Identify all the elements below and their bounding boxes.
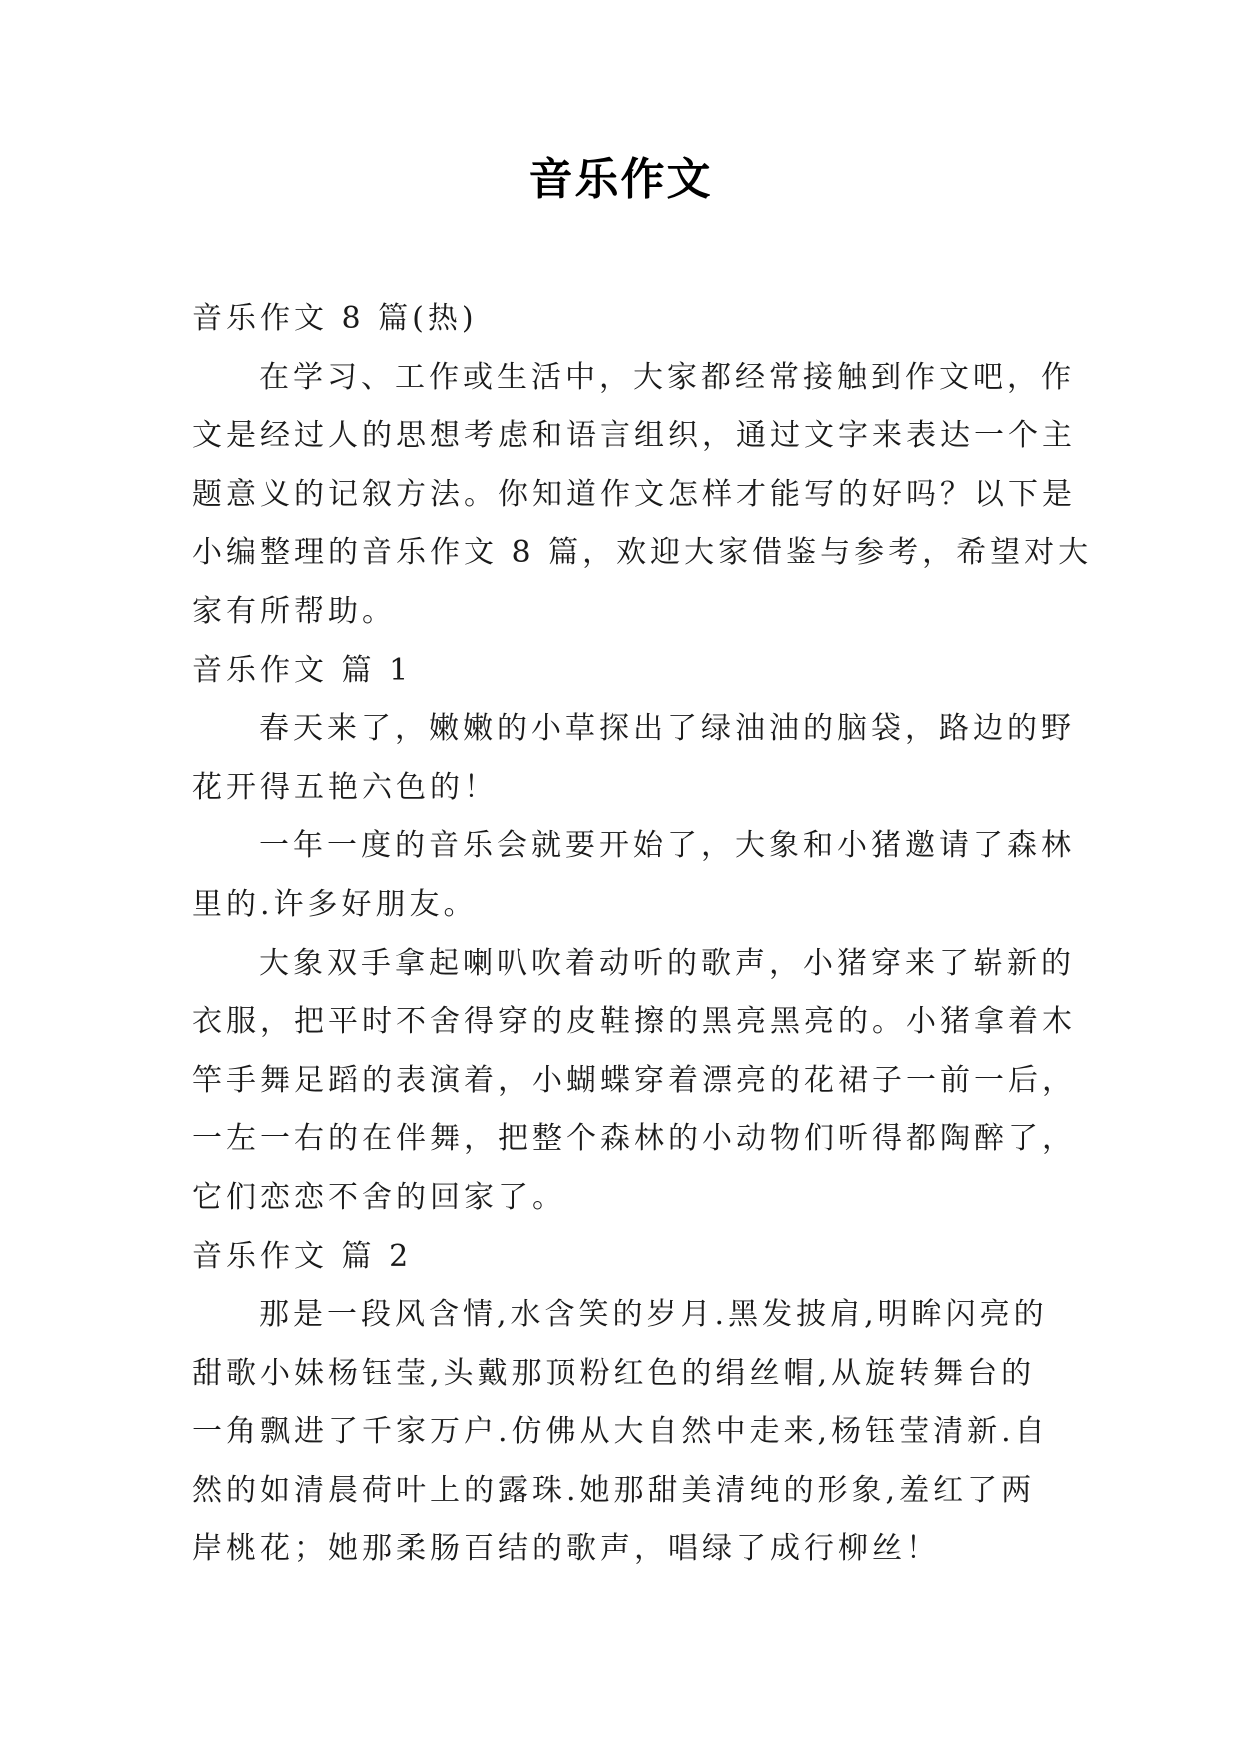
- essay-1-line: 里的.许多好朋友。: [192, 886, 478, 922]
- essay-1-line: 它们恋恋不舍的回家了。: [192, 1179, 566, 1215]
- intro-line: 在学习、工作或生活中，大家都经常接触到作文吧，作: [259, 359, 1075, 395]
- essay-1-line: 花开得五艳六色的！: [192, 769, 498, 805]
- subtitle-line: 音乐作文 8 篇(热): [192, 301, 478, 336]
- essay-1-line: 春天来了，嫩嫩的小草探出了绿油油的脑袋，路边的野: [259, 711, 1075, 747]
- essay-1-line: 衣服，把平时不舍得穿的皮鞋擦的黑亮黑亮的。小猪拿着木: [192, 1004, 1076, 1040]
- intro-line: 小编整理的音乐作文 8 篇，欢迎大家借鉴与参考，希望对大: [192, 535, 1093, 571]
- essay-1-line: 一年一度的音乐会就要开始了，大象和小猪邀请了森林: [259, 828, 1075, 864]
- essay-2-line: 那是一段风含情,水含笑的岁月.黑发披肩,明眸闪亮的: [259, 1297, 1048, 1333]
- intro-line: 家有所帮助。: [192, 593, 396, 629]
- essay-1-line: 一左一右的在伴舞，把整个森林的小动物们听得都陶醉了，: [192, 1121, 1076, 1157]
- intro-line: 文是经过人的思想考虑和语言组织，通过文字来表达一个主: [192, 418, 1076, 454]
- intro-line: 题意义的记叙方法。你知道作文怎样才能写的好吗？以下是: [192, 476, 1076, 512]
- essay-1-line: 竿手舞足蹈的表演着，小蝴蝶穿着漂亮的花裙子一前一后，: [192, 1062, 1076, 1098]
- document-title: 音乐作文: [528, 154, 713, 205]
- section-heading-1: 音乐作文 篇 1: [192, 652, 413, 688]
- document-body: [192, 290, 1093, 1579]
- essay-2-line: 岸桃花；她那柔肠百结的歌声，唱绿了成行柳丝！: [192, 1531, 940, 1567]
- essay-2-line: 一角飘进了千家万户.仿佛从大自然中走来,杨钰莹清新.自: [192, 1414, 1049, 1450]
- essay-1-line: 大象双手拿起喇叭吹着动听的歌声，小猪穿来了崭新的: [259, 945, 1075, 981]
- essay-2-line: 然的如清晨荷叶上的露珠.她那甜美清纯的形象,羞红了两: [192, 1472, 1036, 1508]
- section-heading-2: 音乐作文 篇 2: [192, 1238, 413, 1274]
- essay-2-line: 甜歌小妹杨钰莹,头戴那顶粉红色的绢丝帽,从旋转舞台的: [192, 1355, 1036, 1391]
